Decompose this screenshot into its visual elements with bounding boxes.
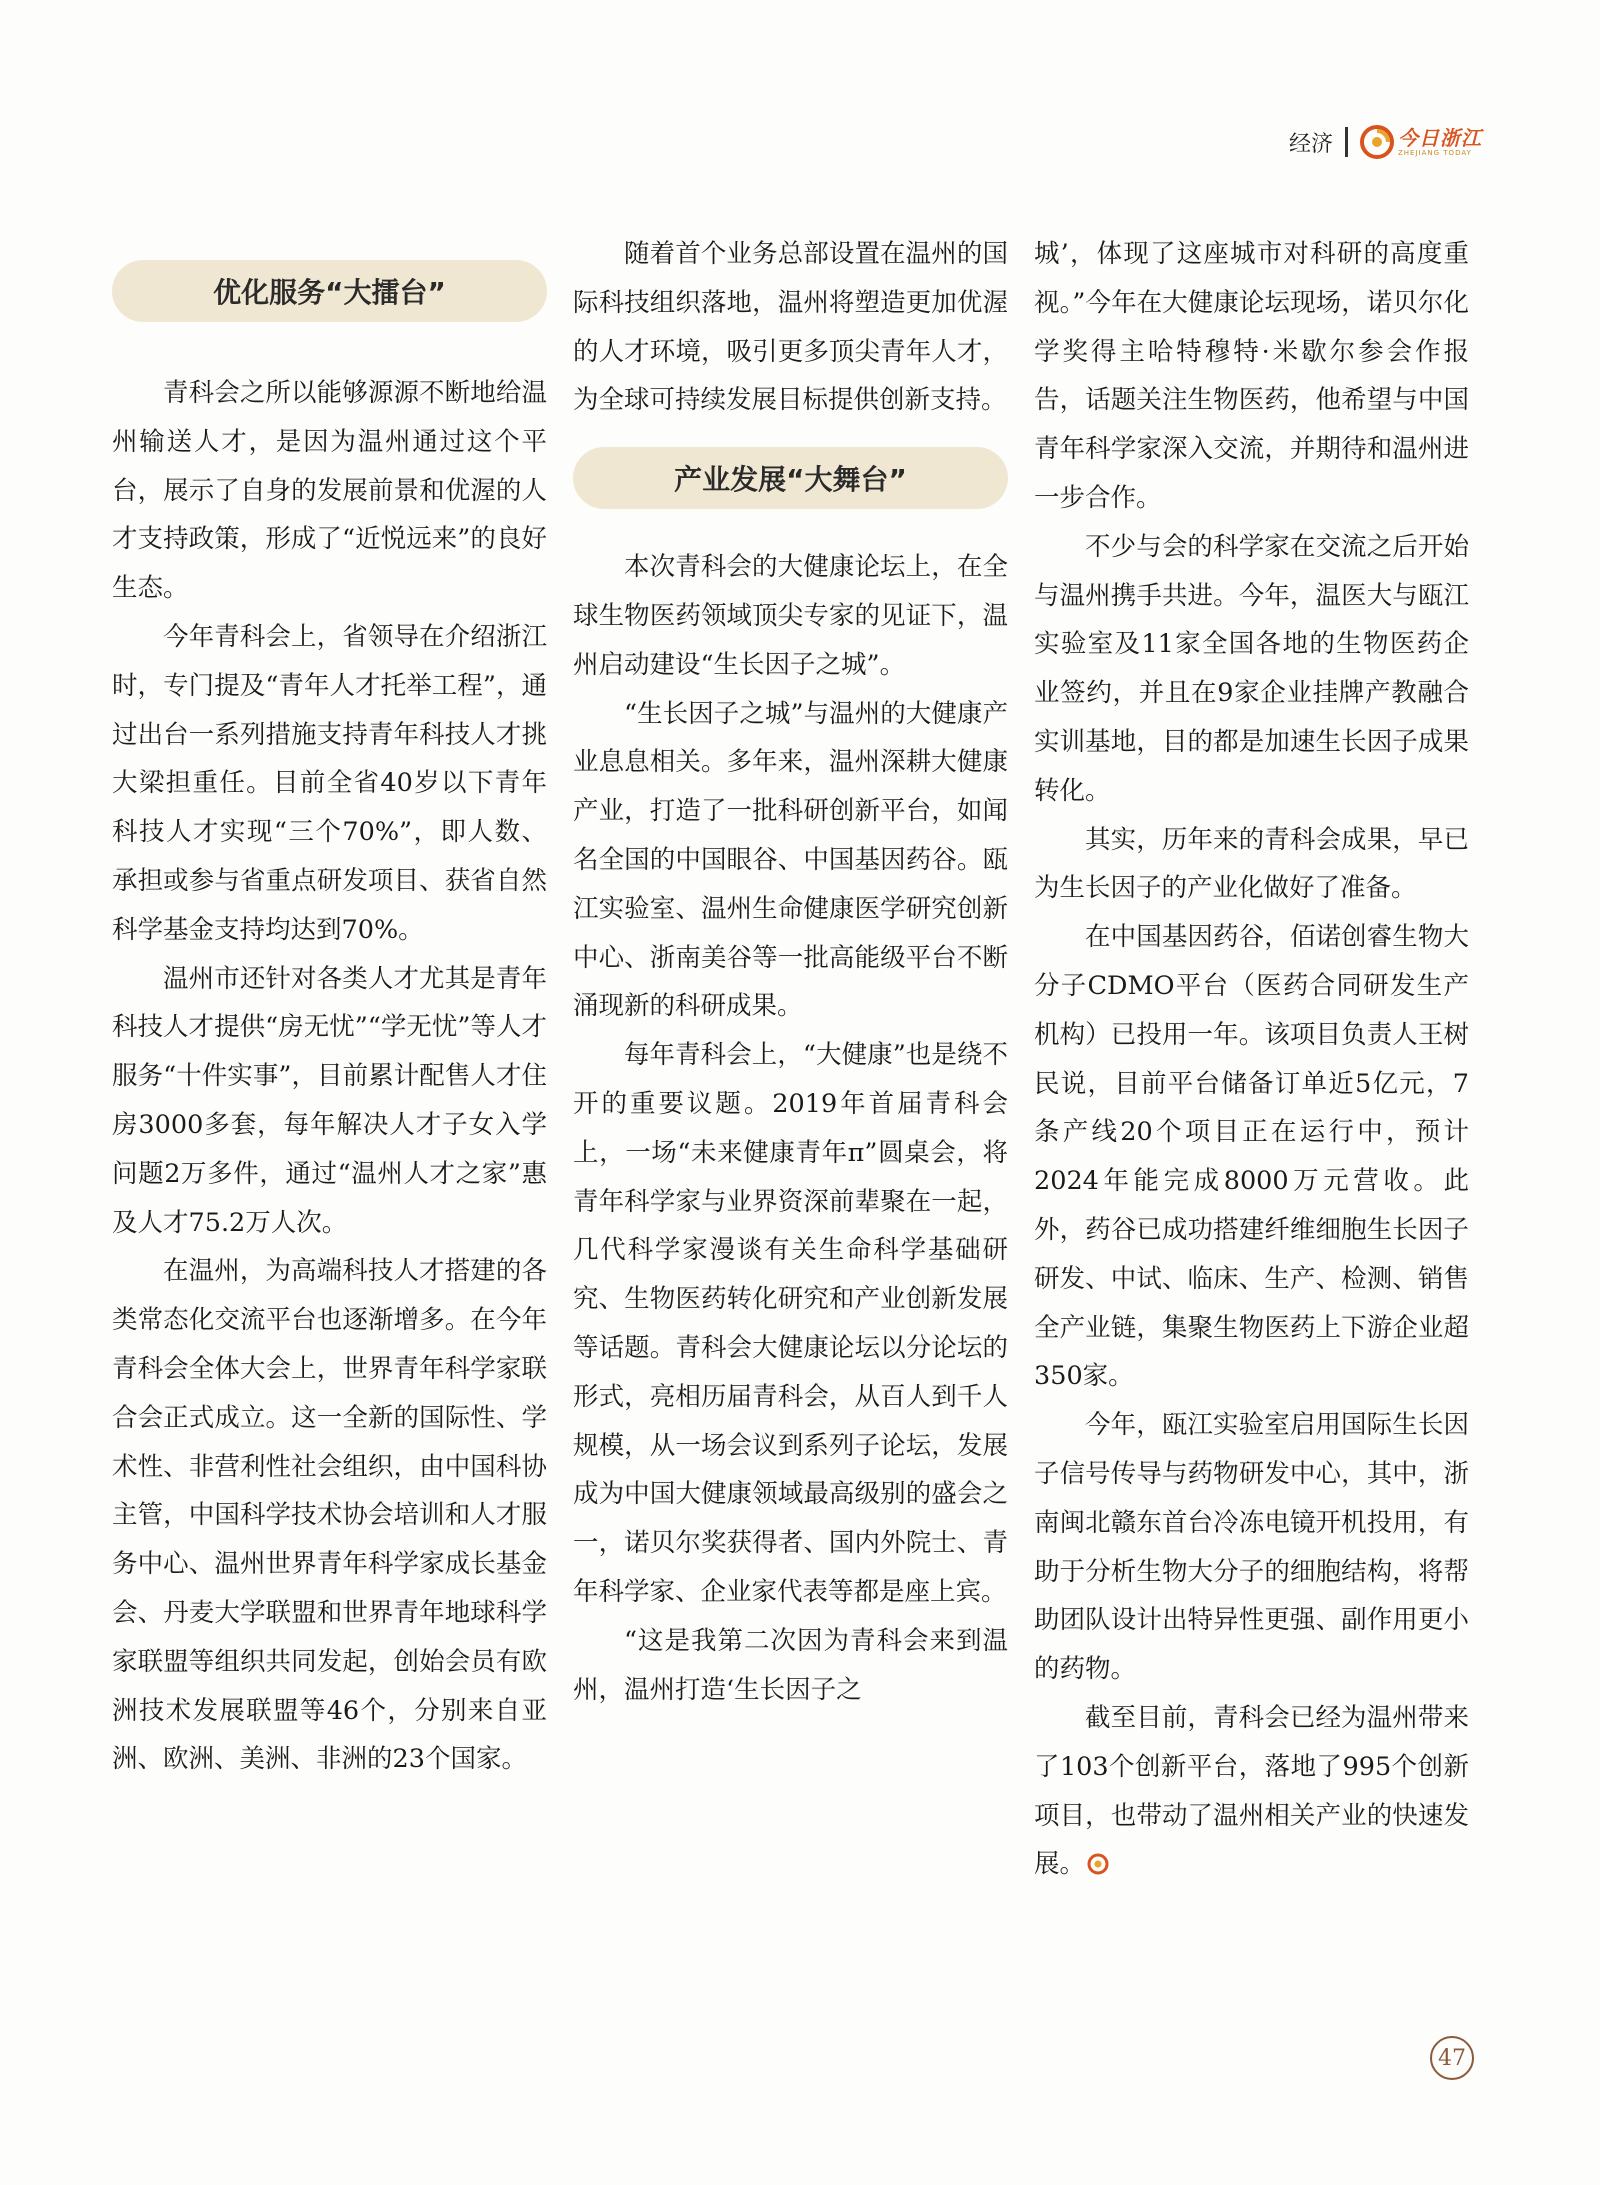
paragraph: 不少与会的科学家在交流之后开始与温州携手共进。今年，温医大与瓯江实验室及11家全国各地的生物医药企业签约，并且在9家企业挂牌产教融合实训基地，目的都是加速生长因子成果转化。 bbox=[1034, 531, 1469, 806]
page-number: 47 bbox=[1430, 2036, 1474, 2080]
section-heading-1: 优化服务“大擂台” bbox=[112, 260, 547, 322]
paragraph-continued: 城’，体现了这座城市对科研的高度重视。”今年在大健康论坛现场，诺贝尔化学奖得主哈特穆特·米歇尔参会作报告，话题关注生物医药，他希望与中国青年科学家深入交流，并期待和温州进一步合作。 bbox=[1034, 239, 1469, 513]
column-2 bbox=[573, 230, 1008, 1714]
swirl-logo-icon bbox=[1360, 125, 1394, 159]
paragraph: 每年青科会上，“大健康”也是绕不开的重要议题。2019年首届青科会上，一场“未来健康青年π”圆桌会，将青年科学家与业界资深前辈聚在一起，几代科学家漫谈有关生命科学基础研究、生物医药转化研究和产业创新发展等话题。青科会大健康论坛以分论坛的形式，亮相历届青科会，从百人到千人规模，从一场会议到系列子论坛，发展成为中国大健康领域最高级别的盛会之一，诺贝尔奖获得者、国内外院士、青年科学家、企业家代表等都是座上宾。 bbox=[573, 1040, 1008, 1607]
paragraph: “生长因子之城”与温州的大健康产业息息相关。多年来，温州深耕大健康产业，打造了一批科研创新平台，如闻名全国的中国眼谷、中国基因药谷。瓯江实验室、温州生命健康医学研究创新中心、浙南美谷等一批高能级平台不断涌现新的科研成果。 bbox=[573, 698, 1008, 1022]
paragraph: 温州市还针对各类人才尤其是青年科技人才提供“房无忧”“学无忧”等人才服务“十件实事”，目前累计配售人才住房3000多套，每年解决人才子女入学问题2万多件，通过“温州人才之家”惠及人才75.2万人次。 bbox=[112, 963, 547, 1238]
header-divider bbox=[1345, 127, 1348, 157]
paragraph: 今年青科会上，省领导在介绍浙江时，专门提及“青年人才托举工程”，通过出台一系列措施支持青年科技人才挑大梁担重任。目前全省40岁以下青年科技人才实现“三个70%”，即人数、承担或参与省重点研发项目、获省自然科学基金支持均达到70%。 bbox=[112, 621, 547, 945]
paragraph: 其实，历年来的青科会成果，早已为生长因子的产业化做好了准备。 bbox=[1034, 824, 1469, 904]
brand-name-en: ZHEJIANG TODAY bbox=[1398, 148, 1472, 157]
paragraph: 在温州，为高端科技人才搭建的各类常态化交流平台也逐渐增多。在今年青科会全体大会上，世界青年科学家联合会正式成立。这一全新的国际性、学术性、非营利性社会组织，由中国科协主管，中国科学技术协会培训和人才服务中心、温州世界青年科学家成长基金会、丹麦大学联盟和世界青年地球科学家联盟等组织共同发起，创始会员有欧洲技术发展联盟等46个，分别来自亚洲、欧洲、美洲、非洲的23个国家。 bbox=[112, 1256, 547, 1775]
paragraph: 本次青科会的大健康论坛上，在全球生物医药领域顶尖专家的见证下，温州启动建设“生长因子之城”。 bbox=[573, 552, 1008, 680]
section-heading-2: 产业发展“大舞台” bbox=[573, 447, 1008, 509]
paragraph-final bbox=[1034, 1694, 1469, 1889]
paragraph: 今年，瓯江实验室启用国际生长因子信号传导与药物研发中心，其中，浙南闽北赣东首台冷冻电镜开机投用，有助于分析生物大分子的细胞结构，将帮助团队设计出特异性更强、副作用更小的药物。 bbox=[1034, 1410, 1469, 1685]
paragraph: “这是我第二次因为青科会来到温州，温州打造‘生长因子之 bbox=[573, 1625, 1008, 1705]
section-label: 经济 bbox=[1288, 131, 1333, 157]
paragraph: 在中国基因药谷，佰诺创睿生物大分子CDMO平台（医药合同研发生产机构）已投用一年。该项目负责人王树民说，目前平台储备订单近5亿元，7条产线20个项目正在运行中，预计2024年能完成8000万元营收。此外，药谷已成功搭建纤维细胞生长因子研发、中试、临床、生产、检测、销售全产业链，集聚生物医药上下游企业超350家。 bbox=[1034, 922, 1469, 1392]
paragraph: 青科会之所以能够源源不断地给温州输送人才，是因为温州通过这个平台，展示了自身的发展前景和优渥的人才支持政策，形成了“近悦远来”的良好生态。 bbox=[112, 378, 547, 604]
paragraph: 随着首个业务总部设置在温州的国际科技组织落地，温州将塑造更加优渥的人才环境，吸引更多顶尖青年人才，为全球可持续发展目标提供创新支持。 bbox=[573, 239, 1008, 416]
brand-name-cn: 今日浙江 bbox=[1398, 125, 1482, 150]
article-end-icon bbox=[1087, 1853, 1109, 1875]
column-3 bbox=[1034, 230, 1469, 1889]
page-header bbox=[1289, 118, 1482, 166]
magazine-logo bbox=[1360, 125, 1482, 159]
final-text: 截至目前，青科会已经为温州带来了103个创新平台，落地了995个创新项目，也带动了温州相关产业的快速发展。 bbox=[1034, 1702, 1469, 1880]
column-1 bbox=[112, 272, 547, 1784]
